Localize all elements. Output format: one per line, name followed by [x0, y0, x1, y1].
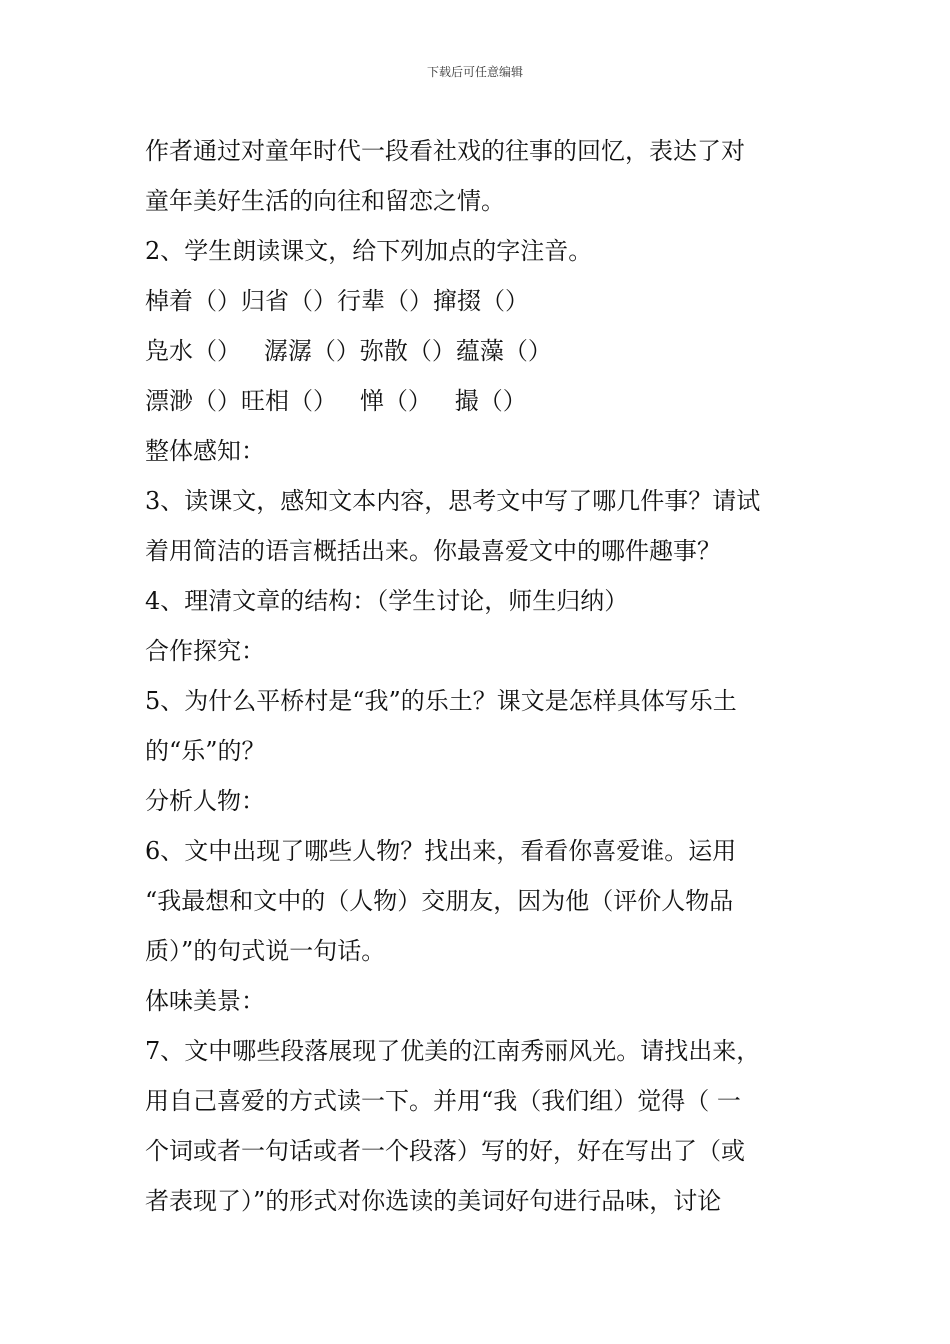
text-line: 作者通过对童年时代一段看社戏的往事的回忆，表达了对 [145, 137, 745, 165]
document-body [145, 126, 810, 1226]
text-line: 质）”的句式说一句话。 [145, 937, 386, 965]
pinyin-exercise-row: 棹着（）归省（）行辈（）撺掇（） [145, 287, 529, 315]
page-header: 下载后可任意编辑 [426, 65, 523, 79]
text-line: 的“乐”的？ [145, 737, 266, 765]
section-heading: 合作探究： [145, 637, 265, 665]
text-line: “我最想和文中的（人物）交朋友，因为他（评价人物品 [145, 887, 734, 915]
question-6: 6、文中出现了哪些人物？找出来，看看你喜爱谁。运用 [145, 837, 737, 865]
text-line: 着用简洁的语言概括出来。你最喜爱文中的哪件趣事？ [145, 537, 721, 565]
question-3: 3、读课文，感知文本内容，思考文中写了哪几件事？请试 [145, 487, 761, 515]
section-heading: 体味美景： [145, 987, 265, 1015]
text-line: 者表现了）”的形式对你选读的美词好句进行品味，讨论 [145, 1187, 722, 1215]
question-7: 7、文中哪些段落展现了优美的江南秀丽风光。请找出来， [145, 1037, 761, 1065]
question-4: 4、理清文章的结构：（学生讨论，师生归纳） [145, 587, 629, 615]
section-heading: 整体感知： [145, 437, 265, 465]
question-5: 5、为什么平桥村是“我”的乐土？课文是怎样具体写乐土 [145, 687, 737, 715]
section-heading: 分析人物： [145, 787, 265, 815]
text-line: 童年美好生活的向往和留恋之情。 [145, 187, 505, 215]
pinyin-exercise-row: 漂渺（）旺相（） 惮（） 撮（） [145, 387, 527, 415]
question-2: 2、学生朗读课文，给下列加点的字注音。 [145, 237, 593, 265]
text-line: 个词或者一句话或者一个段落）写的好，好在写出了（或 [145, 1137, 745, 1165]
pinyin-exercise-row: 凫水（） 潺潺（）弥散（）蕴藻（） [145, 337, 552, 365]
text-line: 用自己喜爱的方式读一下。并用“我（我们组）觉得（ 一 [145, 1087, 741, 1115]
